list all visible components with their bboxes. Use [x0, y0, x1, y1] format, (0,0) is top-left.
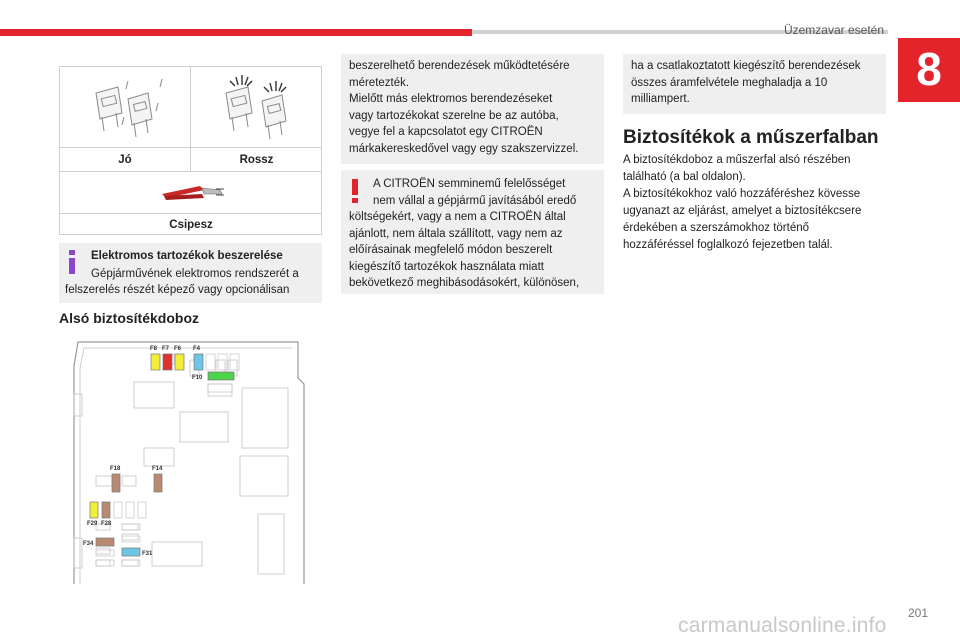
fuse-f14 — [154, 474, 162, 492]
info-box-line: felszerelés részét képező vagy opcionálisan — [65, 284, 290, 296]
warning-line: összes áramfelvétele meghaladja a 10 — [631, 76, 828, 89]
body-line: A biztosítékokhoz való hozzáféréshez kövesse — [623, 188, 861, 200]
dashboard-fuses-heading: Biztosítékok a műszerfalban — [623, 127, 879, 148]
fuse-label-f6: F6 — [174, 346, 182, 352]
warning-line: ajánlott, nem általa szállított, vagy nem az — [349, 227, 563, 240]
warning-box-liability — [341, 170, 604, 294]
info-box-title: Elektromos tartozékok beszerelése — [91, 250, 283, 262]
fuse-label-f14: F14 — [152, 466, 163, 472]
fuse-label-f10: F10 — [192, 375, 203, 381]
body-line: található (a bal oldalon). — [623, 171, 746, 183]
page-number: 201 — [908, 606, 929, 620]
fuse-f4 — [194, 354, 203, 370]
fuse-f18 — [112, 474, 120, 492]
fuse-condition-table — [59, 66, 322, 235]
note-line: vagy tartozékokat szerelne be az autóba, — [349, 109, 559, 122]
warning-line: nem vállal a gépjármű javításából eredő — [373, 194, 577, 207]
note-line: méretezték. — [349, 76, 410, 89]
fuse-label-f31: F31 — [142, 551, 153, 557]
fuse-label-f8: F8 — [150, 346, 158, 352]
warning-line: A CITROËN semminemű felelősséget — [373, 178, 566, 190]
fuse-label-f4: F4 — [193, 346, 201, 352]
warning-icon — [351, 179, 359, 203]
fuse-f8 — [151, 354, 160, 370]
body-line: hozzáféréssel foglalkozó fejezetben talál. — [623, 239, 833, 251]
header-red-bar — [0, 29, 472, 36]
info-box-text — [65, 266, 320, 298]
fuse-f29 — [90, 502, 98, 518]
body-line: érdekében a szerszámokhoz történő — [623, 222, 810, 234]
fuse-label-f29: F29 — [87, 521, 98, 527]
fuse-f31 — [122, 548, 140, 556]
blown-fuse-label: Rossz — [239, 154, 274, 166]
good-fuse-label: Jó — [118, 154, 132, 166]
note-line: Mielőtt más elektromos berendezéseket — [349, 93, 553, 105]
blown-fuse-illustration — [218, 73, 298, 143]
fuse-label-f34: F34 — [83, 541, 94, 547]
tweezers-label: Csipesz — [169, 219, 213, 231]
warning-line: kiegészítő tartozékok használata miatt — [349, 260, 544, 273]
chapter-number-badge: 8 — [898, 38, 960, 102]
warning-box-continuation — [623, 54, 886, 114]
warning-line: költségekért, vagy a nem a CITROËN által — [349, 211, 566, 223]
lower-fuse-box-diagram — [72, 338, 308, 586]
table-divider — [60, 147, 321, 148]
body-line: A biztosítékdoboz a műszerfal alsó részében — [623, 154, 851, 166]
fuse-f6 — [175, 354, 184, 370]
warning-line: bekövetkező meghibásodásokért, különösen, — [349, 277, 580, 289]
accessory-installation-note — [341, 54, 604, 164]
header-title: Üzemzavar esetén — [783, 23, 884, 37]
fuse-tweezers-illustration — [160, 180, 230, 204]
good-fuse-illustration — [88, 73, 168, 143]
fuse-f34 — [96, 538, 114, 546]
fuse-f10 — [208, 372, 234, 380]
lower-fuse-box-heading: Alsó biztosítékdoboz — [59, 310, 199, 326]
warning-line: milliampert. — [631, 93, 690, 105]
fuse-label-f28: F28 — [101, 521, 112, 527]
body-line: ugyanazt az eljárást, amelyet a biztosítékcsere — [623, 205, 862, 217]
note-line: márkakereskedővel vagy egy szakszervizzel. — [349, 142, 579, 155]
fuse-row-top — [151, 354, 239, 370]
fuse-f7 — [163, 354, 172, 370]
note-line: vegye fel a kapcsolatot egy CITROËN — [349, 126, 543, 138]
fuse-f28 — [102, 502, 110, 518]
table-divider — [60, 171, 321, 172]
watermark: carmanualsonline.info — [678, 614, 887, 637]
warning-line: ha a csatlakoztatott kiegészítő berendezések — [631, 60, 861, 72]
table-divider — [60, 213, 321, 214]
info-box-electrical-accessories — [59, 243, 322, 303]
dashboard-fuses-text — [623, 152, 888, 254]
info-box-line: Gépjárművének elektromos rendszerét a — [91, 268, 299, 280]
fuse-label-f18: F18 — [110, 466, 121, 472]
fuse-label-f7: F7 — [162, 346, 170, 352]
warning-line: előírásainak megfelelő módon beszerelt — [349, 244, 553, 256]
note-line: beszerelhető berendezések működtetésére — [349, 60, 570, 72]
